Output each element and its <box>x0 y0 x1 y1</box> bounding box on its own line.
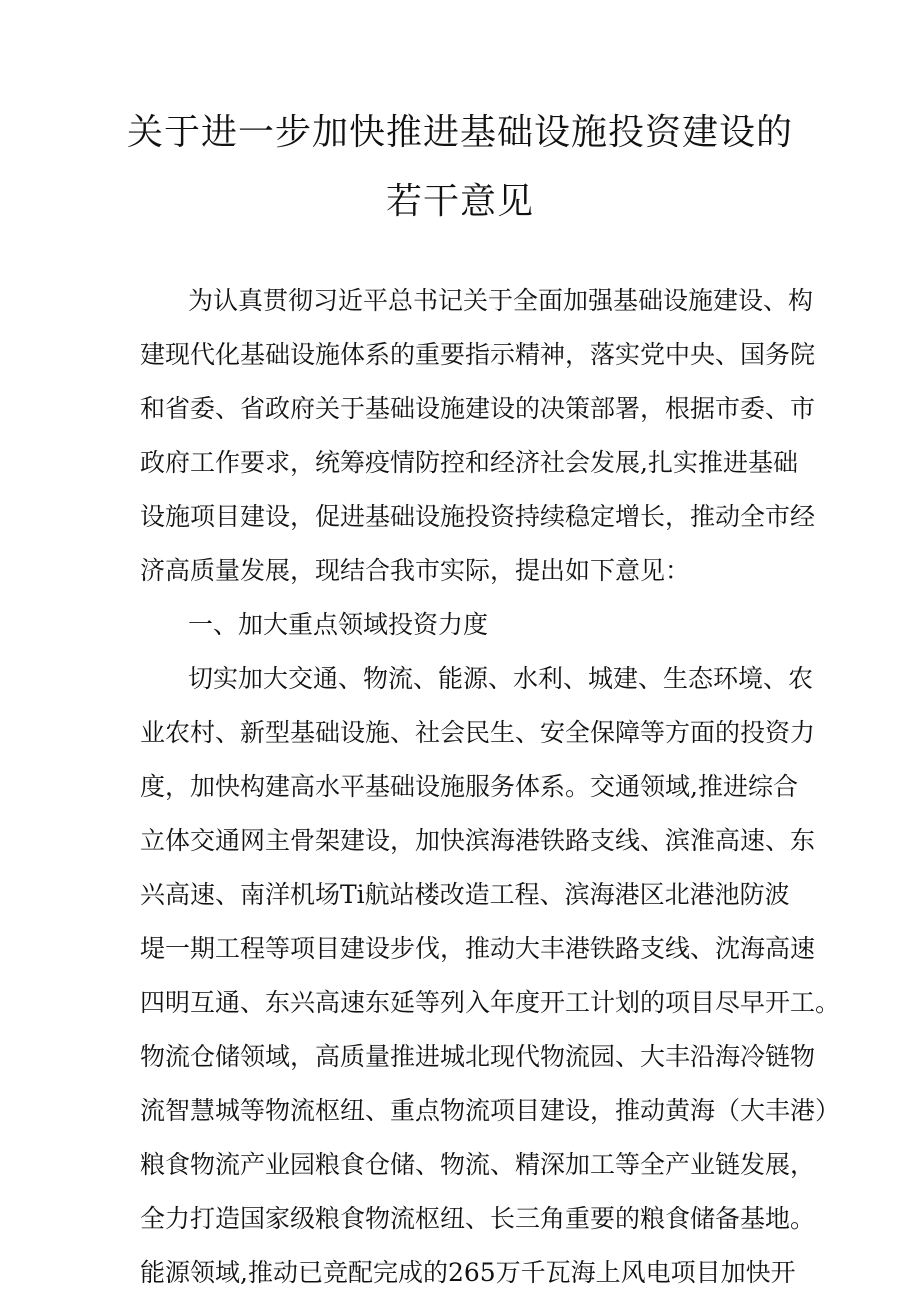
paragraph-line: 兴高速、南洋机场Ti航站楼改造工程、滨海港区北港池防波 <box>140 880 790 909</box>
paragraph-line: 全力打造国家级粮食物流枢纽、长三角重要的粮食储备基地。 <box>140 1204 816 1233</box>
paragraph-line: 堤一期工程等项目建设步伐，推动大丰港铁路支线、沈海高速 <box>140 934 816 963</box>
paragraph-line: 业农村、新型基础设施、社会民生、安全保障等方面的投资力 <box>140 718 816 747</box>
section-heading: 一、加大重点领域投资力度 <box>188 610 489 639</box>
paragraph-line: 物流仓储领域，高质量推进城北现代物流园、大丰沿海冷链物 <box>140 1042 816 1071</box>
paragraph-line: 流智慧城等物流枢纽、重点物流项目建设，推动黄海（大丰港） <box>140 1096 841 1125</box>
paragraph-line: 济高质量发展，现结合我市实际，提出如下意见： <box>140 556 691 585</box>
document-title-line-2: 若干意见 <box>385 181 534 222</box>
paragraph-line: 设施项目建设，促进基础设施投资持续稳定增长，推动全市经 <box>140 502 816 531</box>
paragraph-line: 切实加大交通、物流、能源、水利、城建、生态环境、农 <box>188 664 814 693</box>
paragraph-line: 和省委、省政府关于基础设施建设的决策部署，根据市委、市 <box>140 394 816 423</box>
paragraph-line: 粮食物流产业园粮食仓储、物流、精深加工等全产业链发展， <box>140 1150 816 1179</box>
paragraph-line: 立体交通网主骨架建设，加快滨海港铁路支线、滨淮高速、东 <box>140 826 816 855</box>
paragraph-line: 建现代化基础设施体系的重要指示精神，落实党中央、国务院 <box>140 340 816 369</box>
paragraph-line: 政府工作要求，统筹疫情防控和经济社会发展,扎实推进基础 <box>140 448 798 477</box>
paragraph-line: 能源领域,推动已竞配完成的265万千瓦海上风电项目加快开 <box>140 1258 796 1287</box>
document-title-line-1: 关于进一步加快推进基础设施投资建设的 <box>126 112 793 153</box>
paragraph-line: 四明互通、东兴高速东延等列入年度开工计划的项目尽早开工。 <box>140 988 841 1017</box>
paragraph-line: 为认真贯彻习近平总书记关于全面加强基础设施建设、构 <box>188 286 814 315</box>
paragraph-line: 度，加快构建高水平基础设施服务体系。交通领域,推进综合 <box>140 772 798 801</box>
